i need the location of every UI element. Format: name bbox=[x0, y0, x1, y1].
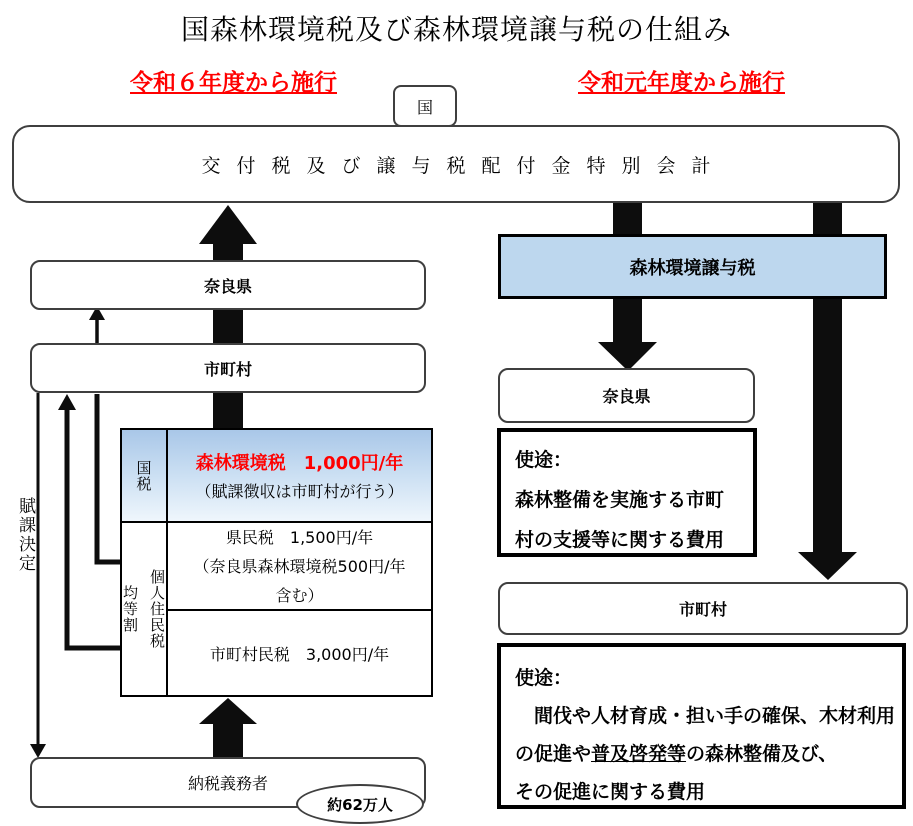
national-tax-header-label: 国税 bbox=[134, 459, 153, 492]
taxpayer-label: 納税義務者 bbox=[187, 774, 268, 793]
muni-usage-line2-post: の森林整備及び、 bbox=[686, 743, 838, 765]
nara-usage-line1: 森林整備を実施する市町 bbox=[515, 489, 725, 511]
pref-tax-line2: （奈良県森林環境税500円/年 bbox=[193, 556, 406, 576]
page-title: 国森林環境税及び森林環境譲与税の仕組み bbox=[180, 13, 732, 46]
taxpayer-count-ellipse bbox=[296, 784, 424, 824]
pref-tax-line3: 含む） bbox=[275, 585, 324, 605]
assessment-label: 賦課決定 bbox=[15, 497, 35, 573]
special-account-box bbox=[12, 125, 900, 203]
municipality-box-left bbox=[30, 343, 426, 393]
nara-usage-label: 使途： bbox=[515, 449, 573, 471]
muni-usage-line2 bbox=[515, 735, 896, 773]
muni-usage-line1: 間伐や人材育成・担い手の確保、木材利用 bbox=[515, 705, 896, 727]
effective-note-right: 令和元年度から施行 bbox=[578, 70, 785, 96]
table-cell-municipal-tax bbox=[168, 611, 431, 695]
up-arrow-taxpayer-to-table-icon bbox=[199, 698, 257, 757]
nara-usage-line2: 村の支援等に関する費用 bbox=[515, 529, 725, 551]
special-account-label: 交付税及び譲与税配付金特別会計 bbox=[201, 154, 727, 177]
municipality-label-left: 市町村 bbox=[203, 359, 252, 379]
effective-note-left: 令和６年度から施行 bbox=[130, 70, 337, 96]
national-box bbox=[393, 85, 457, 127]
nara-usage-box bbox=[497, 428, 757, 557]
up-arrow-municipality-to-nara-icon bbox=[89, 306, 105, 343]
municipality-box-right bbox=[498, 582, 908, 635]
nara-pref-box-left bbox=[30, 260, 426, 310]
bracket-arrow-pref-tax-icon bbox=[97, 394, 120, 562]
national-label: 国 bbox=[416, 97, 433, 117]
per-capita-header-label: 均等割 bbox=[121, 585, 139, 633]
transfer-tax-label: 森林環境譲与税 bbox=[629, 257, 756, 279]
pref-tax-line1: 県民税 1,500円/年 bbox=[225, 527, 374, 547]
down-arrow-assessment-icon bbox=[30, 393, 46, 758]
municipality-label-right: 市町村 bbox=[678, 600, 727, 619]
muni-usage-line2-pre: の促進や bbox=[515, 743, 592, 765]
resident-tax-header-label: 個人住民税 bbox=[148, 569, 166, 649]
bracket-arrow-municipal-tax-icon bbox=[58, 394, 120, 648]
forest-env-tax-amount: 森林環境税 1,000円/年 bbox=[195, 453, 404, 474]
taxpayer-count-label: 約62万人 bbox=[327, 795, 393, 814]
muni-usage-line2-underlined: 普及啓発等 bbox=[591, 743, 687, 765]
forest-env-tax-note: （賦課徴収は市町村が行う） bbox=[195, 482, 404, 501]
tax-table bbox=[120, 428, 433, 697]
nara-pref-box-right bbox=[498, 368, 755, 423]
table-cell-forest-env-tax bbox=[168, 430, 431, 523]
nara-pref-label-right: 奈良県 bbox=[602, 387, 651, 406]
transfer-tax-box bbox=[498, 234, 887, 299]
municipal-tax-line: 市町村民税 3,000円/年 bbox=[209, 644, 390, 664]
muni-usage-label: 使途： bbox=[515, 667, 573, 689]
table-header-resident-tax bbox=[122, 523, 168, 695]
table-header-national-tax bbox=[122, 430, 168, 523]
municipality-usage-box bbox=[497, 643, 906, 809]
nara-pref-label-left: 奈良県 bbox=[203, 276, 252, 296]
up-arrow-taxes-to-account-icon bbox=[199, 205, 257, 430]
muni-usage-line3: その促進に関する費用 bbox=[515, 781, 706, 803]
table-cell-pref-tax bbox=[168, 523, 431, 611]
